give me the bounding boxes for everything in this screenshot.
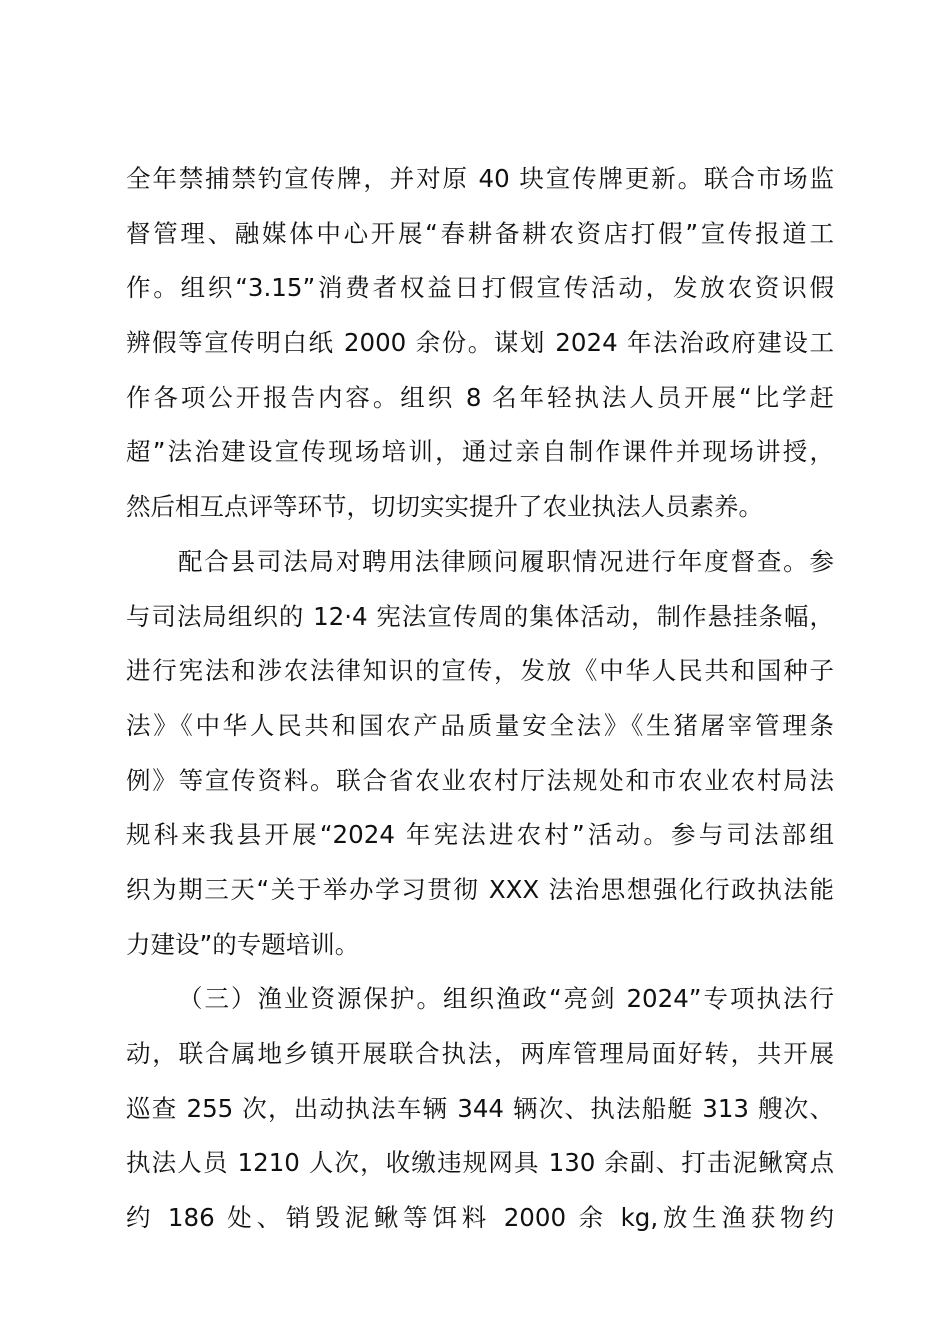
paragraph-line: 然后相互点评等环节，切切实实提升了农业执法人员素养。: [126, 492, 763, 522]
paragraph-line: 进行宪法和涉农法律知识的宣传，发放《中华人民共和国种子: [126, 656, 834, 686]
paragraph-line: 督管理、融媒体中心开展“春耕备耕农资店打假”宣传报道工: [126, 218, 834, 248]
paragraph-line: 织为期三天“关于举办学习贯彻 XXX 法治思想强化行政执法能: [126, 874, 834, 904]
paragraph-line: 约 186 处、销毁泥鳅等饵料 2000 余 kg,放生渔获物约: [126, 1203, 834, 1233]
paragraph-line: 与司法局组织的 12·4 宪法宣传周的集体活动，制作悬挂条幅，: [126, 601, 834, 631]
paragraph-line: 执法人员 1210 人次，收缴违规网具 130 余副、打击泥鳅窝点: [126, 1148, 834, 1178]
paragraph-first-line: 配合县司法局对聘用法律顾问履职情况进行年度督查。参: [178, 546, 834, 576]
paragraph-line: 作各项公开报告内容。组织 8 名年轻执法人员开展“比学赶: [126, 382, 834, 412]
document-body: [126, 152, 834, 1246]
paragraph-line: 超”法治建设宣传现场培训，通过亲自制作课件并现场讲授，: [126, 437, 834, 467]
paragraph-line: 全年禁捕禁钓宣传牌，并对原 40 块宣传牌更新。联合市场监: [126, 164, 834, 193]
paragraph-line: 力建设”的专题培训。: [126, 929, 360, 959]
paragraph-line: 辨假等宣传明白纸 2000 余份。谋划 2024 年法治政府建设工: [126, 328, 834, 358]
paragraph-line: 巡查 255 次，出动执法车辆 344 辆次、执法船艇 313 艘次、: [126, 1093, 834, 1123]
paragraph-line: 规科来我县开展“2024 年宪法进农村”活动。参与司法部组: [126, 820, 834, 850]
paragraph-line: 例》等宣传资料。联合省农业农村厅法规处和市农业农村局法: [126, 765, 834, 795]
paragraph-line: 法》《中华人民共和国农产品质量安全法》《生猪屠宰管理条: [126, 710, 834, 740]
paragraph-line: 作。组织“3.15”消费者权益日打假宣传活动，发放农资识假: [126, 273, 834, 303]
paragraph-line: 动，联合属地乡镇开展联合执法，两库管理局面好转，共开展: [126, 1039, 834, 1068]
section-heading-line: （三）渔业资源保护。组织渔政“亮剑 2024”专项执法行: [178, 984, 834, 1014]
